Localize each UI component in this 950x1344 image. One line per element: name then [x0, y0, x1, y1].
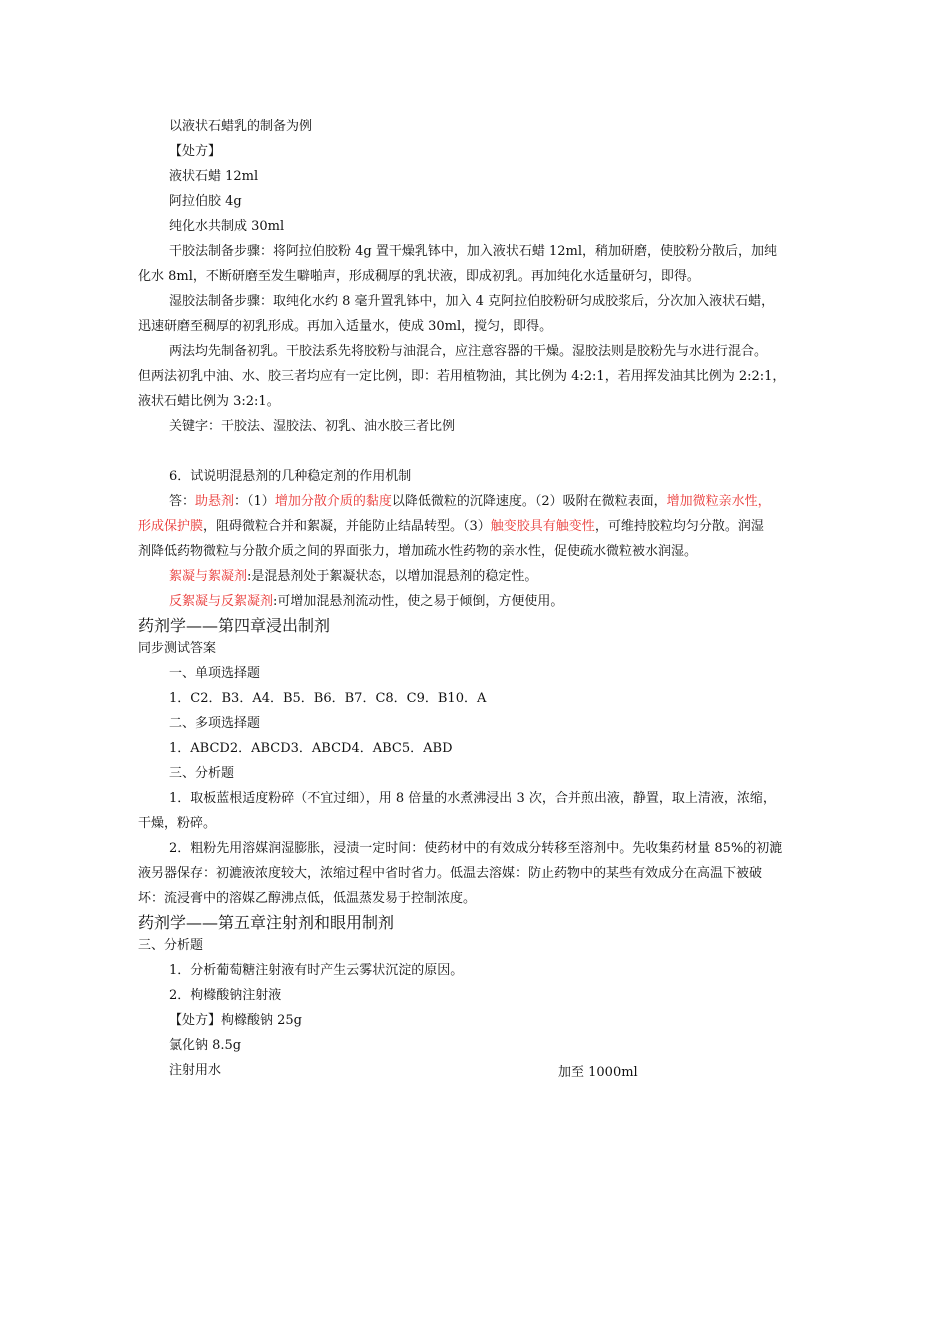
flocculant-desc: :是混悬剂处于絮凝状态，以增加混悬剂的稳定性。	[247, 569, 538, 584]
thixotropic-term: 触变胶具有触变性	[490, 519, 595, 534]
analysis2-line2: 液另器保存：初漉液浓度较大，浓缩过程中省时省力。低温去溶媒：防止药物中的某些有效成分在高温下被破	[138, 866, 763, 881]
dry-gum-method-line1: 干胶法制备步骤：将阿拉伯胶粉 4g 置干燥乳钵中，加入液状石蜡 12ml，稍加研磨，使胶粉分散后，加纯	[169, 244, 778, 259]
increase-viscosity-term: 增加分散介质的黏度	[274, 494, 392, 509]
flocculant-term: 絮凝与絮凝剂	[169, 569, 248, 584]
both-methods-line2: 但两法初乳中油、水、胶三者均应有一定比例，即：若用植物油，其比例为 4:2:1，若用挥发油其比例为 2:2:1，	[138, 369, 786, 384]
multi-choice-answers: 1．ABCD2．ABCD3．ABCD4．ABC5．ABD	[169, 741, 453, 756]
single-choice-answers: 1．C2．B3．A4．B5．B6．B7．C8．C9．B10．A	[169, 691, 487, 706]
single-choice-header: 一、单项选择题	[169, 666, 261, 681]
deflocculant-desc: :可增加混悬剂流动性，使之易于倾倒，方便使用。	[273, 594, 564, 609]
increase-hydrophilic-term: 增加微粒亲水性，	[666, 494, 771, 509]
answer-part3: ，阻碍微粒合并和絮凝，并能防止结晶转型。（3）	[203, 519, 491, 534]
flocculant-line	[169, 567, 537, 587]
answer-part2: 以降低微粒的沉降速度。（2）吸附在微粒表面，	[391, 494, 667, 509]
deflocculant-term: 反絮凝与反絮凝剂	[169, 594, 274, 609]
chapter5-analysis-header: 三、分析题	[138, 938, 204, 953]
ingredient-purified-water: 纯化水共制成 30ml	[169, 219, 285, 234]
chapter5-question1: 1．分析葡萄糖注射液有时产生云雾状沉淀的原因。	[169, 963, 464, 978]
citrate-prescription-line: 【处方】枸橼酸钠 25g	[169, 1013, 302, 1028]
both-methods-line1: 两法均先制备初乳。干胶法系先将胶粉与油混合，应注意容器的干燥。湿胶法则是胶粉先与水进行混合。	[169, 344, 768, 359]
answer-part1: ：（1）	[234, 494, 275, 509]
both-methods-line3: 液状石蜡比例为 3:2:1。	[138, 394, 280, 409]
answer-part4: ，可维持胶粒均匀分散。润湿	[594, 519, 764, 534]
add-to-volume-line: 加至 1000ml	[558, 1065, 638, 1080]
question6-answer-line1	[169, 492, 771, 512]
protective-film-term: 形成保护膜	[138, 519, 204, 534]
chapter4-subtitle: 同步测试答案	[138, 641, 217, 656]
question6-title: 6．试说明混悬剂的几种稳定剂的作用机制	[169, 469, 412, 484]
ingredient-liquid-paraffin: 液状石蜡 12ml	[169, 169, 259, 184]
prescription-label: 【处方】	[169, 144, 222, 159]
wet-gum-method-line1: 湿胶法制备步骤：取纯化水约 8 毫升置乳钵中，加入 4 克阿拉伯胶粉研匀成胶浆后，分次加入液状石蜡，	[169, 294, 775, 309]
chapter4-title: 药剂学——第四章浸出制剂	[138, 616, 331, 635]
answer-prefix: 答：	[169, 494, 196, 509]
analysis1-line2: 干燥，粉碎。	[138, 816, 217, 831]
intro-line: 以液状石蜡乳的制备为例	[169, 119, 313, 134]
dry-gum-method-line2: 化水 8ml，不断研磨至发生噼啪声，形成稠厚的乳状液，即成初乳。再加纯化水适量研匀，即得。	[138, 269, 700, 284]
analysis2-line3: 坏：流浸膏中的溶媒乙醇沸点低，低温蒸发易于控制浓度。	[138, 891, 477, 906]
deflocculant-line	[169, 592, 563, 612]
analysis2-line1: 2．粗粉先用溶媒润湿膨胀，浸渍一定时间：使药材中的有效成分转移至溶剂中。先收集药材量 85%的初漉	[169, 841, 783, 856]
keywords-line: 关键字：干胶法、湿胶法、初乳、油水胶三者比例	[169, 419, 456, 434]
multi-choice-header: 二、多项选择题	[169, 716, 261, 731]
chapter5-question2: 2．枸橼酸钠注射液	[169, 988, 282, 1003]
suspending-agent-term: 助悬剂	[195, 494, 235, 509]
sodium-chloride-line: 氯化钠 8.5g	[169, 1038, 242, 1053]
analysis1-line1: 1．取板蓝根适度粉碎（不宜过细），用 8 倍量的水煮沸浸出 3 次，合并煎出液，静置，取上清液，浓缩，	[169, 791, 776, 806]
water-for-injection-line: 注射用水	[169, 1063, 222, 1078]
analysis-header: 三、分析题	[169, 766, 235, 781]
chapter5-title: 药剂学——第五章注射剂和眼用制剂	[138, 913, 395, 932]
question6-answer-line3: 剂降低药物微粒与分散介质之间的界面张力，增加疏水性药物的亲水性，促使疏水微粒被水润湿。	[138, 544, 698, 559]
ingredient-acacia: 阿拉伯胶 4g	[169, 194, 242, 209]
question6-answer-line2	[138, 517, 764, 537]
wet-gum-method-line2: 迅速研磨至稠厚的初乳形成。再加入适量水，使成 30ml，搅匀，即得。	[138, 319, 553, 334]
